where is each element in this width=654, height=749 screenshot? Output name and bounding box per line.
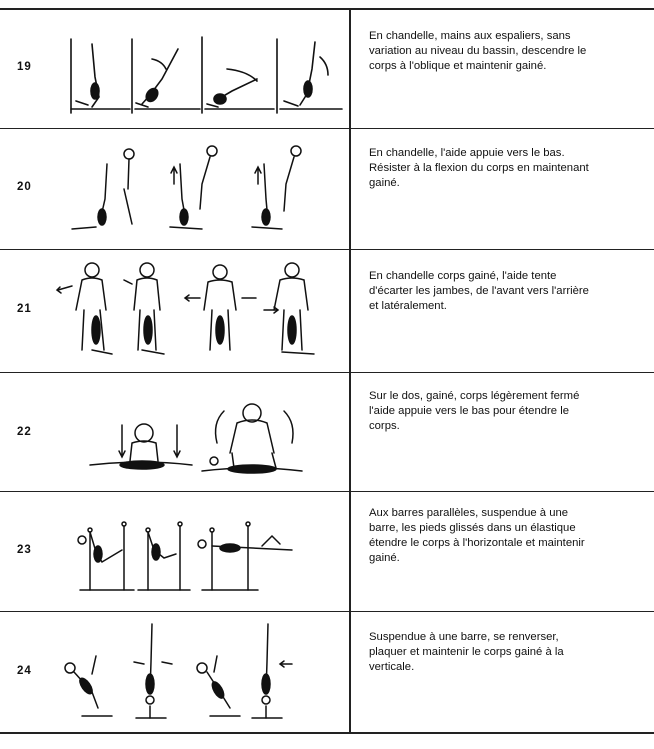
parallel-bars-illustration (52, 492, 346, 611)
exercise-illustration (52, 129, 346, 249)
table-row (0, 9, 654, 128)
exercise-description (369, 146, 639, 191)
exercise-number: 19 (17, 61, 32, 73)
description-line: Sur le dos, gainé, corps légèrement fermé (369, 390, 580, 402)
description-line: En chandelle, mains aux espaliers, sans (369, 30, 571, 42)
description-line: verticale. (369, 661, 415, 673)
exercise-number: 20 (17, 181, 32, 193)
exercise-description (369, 630, 639, 675)
description-line: d'écarter les jambes, de l'avant vers l'arrière (369, 285, 589, 297)
exercise-illustration (52, 250, 346, 372)
description-line: Aux barres parallèles, suspendue à une (369, 507, 569, 519)
table-row (0, 373, 654, 491)
description-line: gainé. (369, 177, 400, 189)
description-line: étendre le corps à l'horizontale et maintenir (369, 537, 585, 549)
description-line: variation au niveau du bassin, descendre le (369, 45, 587, 57)
table-row (0, 250, 654, 372)
table-row (0, 612, 654, 732)
bar-inversion-illustration (52, 612, 346, 732)
table-row (0, 492, 654, 611)
exercise-illustration (52, 492, 346, 611)
exercise-illustration (52, 9, 346, 128)
exercise-number: 24 (17, 665, 32, 677)
exercise-description (369, 269, 639, 314)
description-line: gainé. (369, 552, 400, 564)
description-line: plaquer et maintenir le corps gainé à la (369, 646, 564, 658)
exercise-number: 23 (17, 544, 32, 556)
exercise-description (369, 29, 639, 74)
exercise-number: 21 (17, 303, 32, 315)
table-bottom-border (0, 732, 654, 734)
candle-wallbars-illustration (52, 9, 346, 128)
description-line: Suspendue à une barre, se renverser, (369, 631, 559, 643)
exercise-illustration (52, 612, 346, 732)
description-line: corps. (369, 420, 400, 432)
exercise-number: 22 (17, 426, 32, 438)
description-line: En chandelle, l'aide appuie vers le bas. (369, 147, 565, 159)
exercise-illustration (52, 373, 346, 491)
description-line: et latéralement. (369, 300, 447, 312)
exercise-description (369, 506, 639, 566)
description-line: l'aide appuie vers le bas pour étendre le (369, 405, 569, 417)
back-lying-press-illustration (52, 373, 346, 491)
table-row (0, 129, 654, 249)
description-line: corps à l'oblique et maintenir gainé. (369, 60, 547, 72)
description-line: barre, les pieds glissés dans un élastique (369, 522, 576, 534)
description-line: En chandelle corps gainé, l'aide tente (369, 270, 557, 282)
candle-leg-spread-illustration (52, 250, 346, 372)
description-line: Résister à la flexion du corps en maintenant (369, 162, 589, 174)
candle-partner-push-illustration (52, 129, 346, 249)
exercise-description (369, 389, 639, 434)
